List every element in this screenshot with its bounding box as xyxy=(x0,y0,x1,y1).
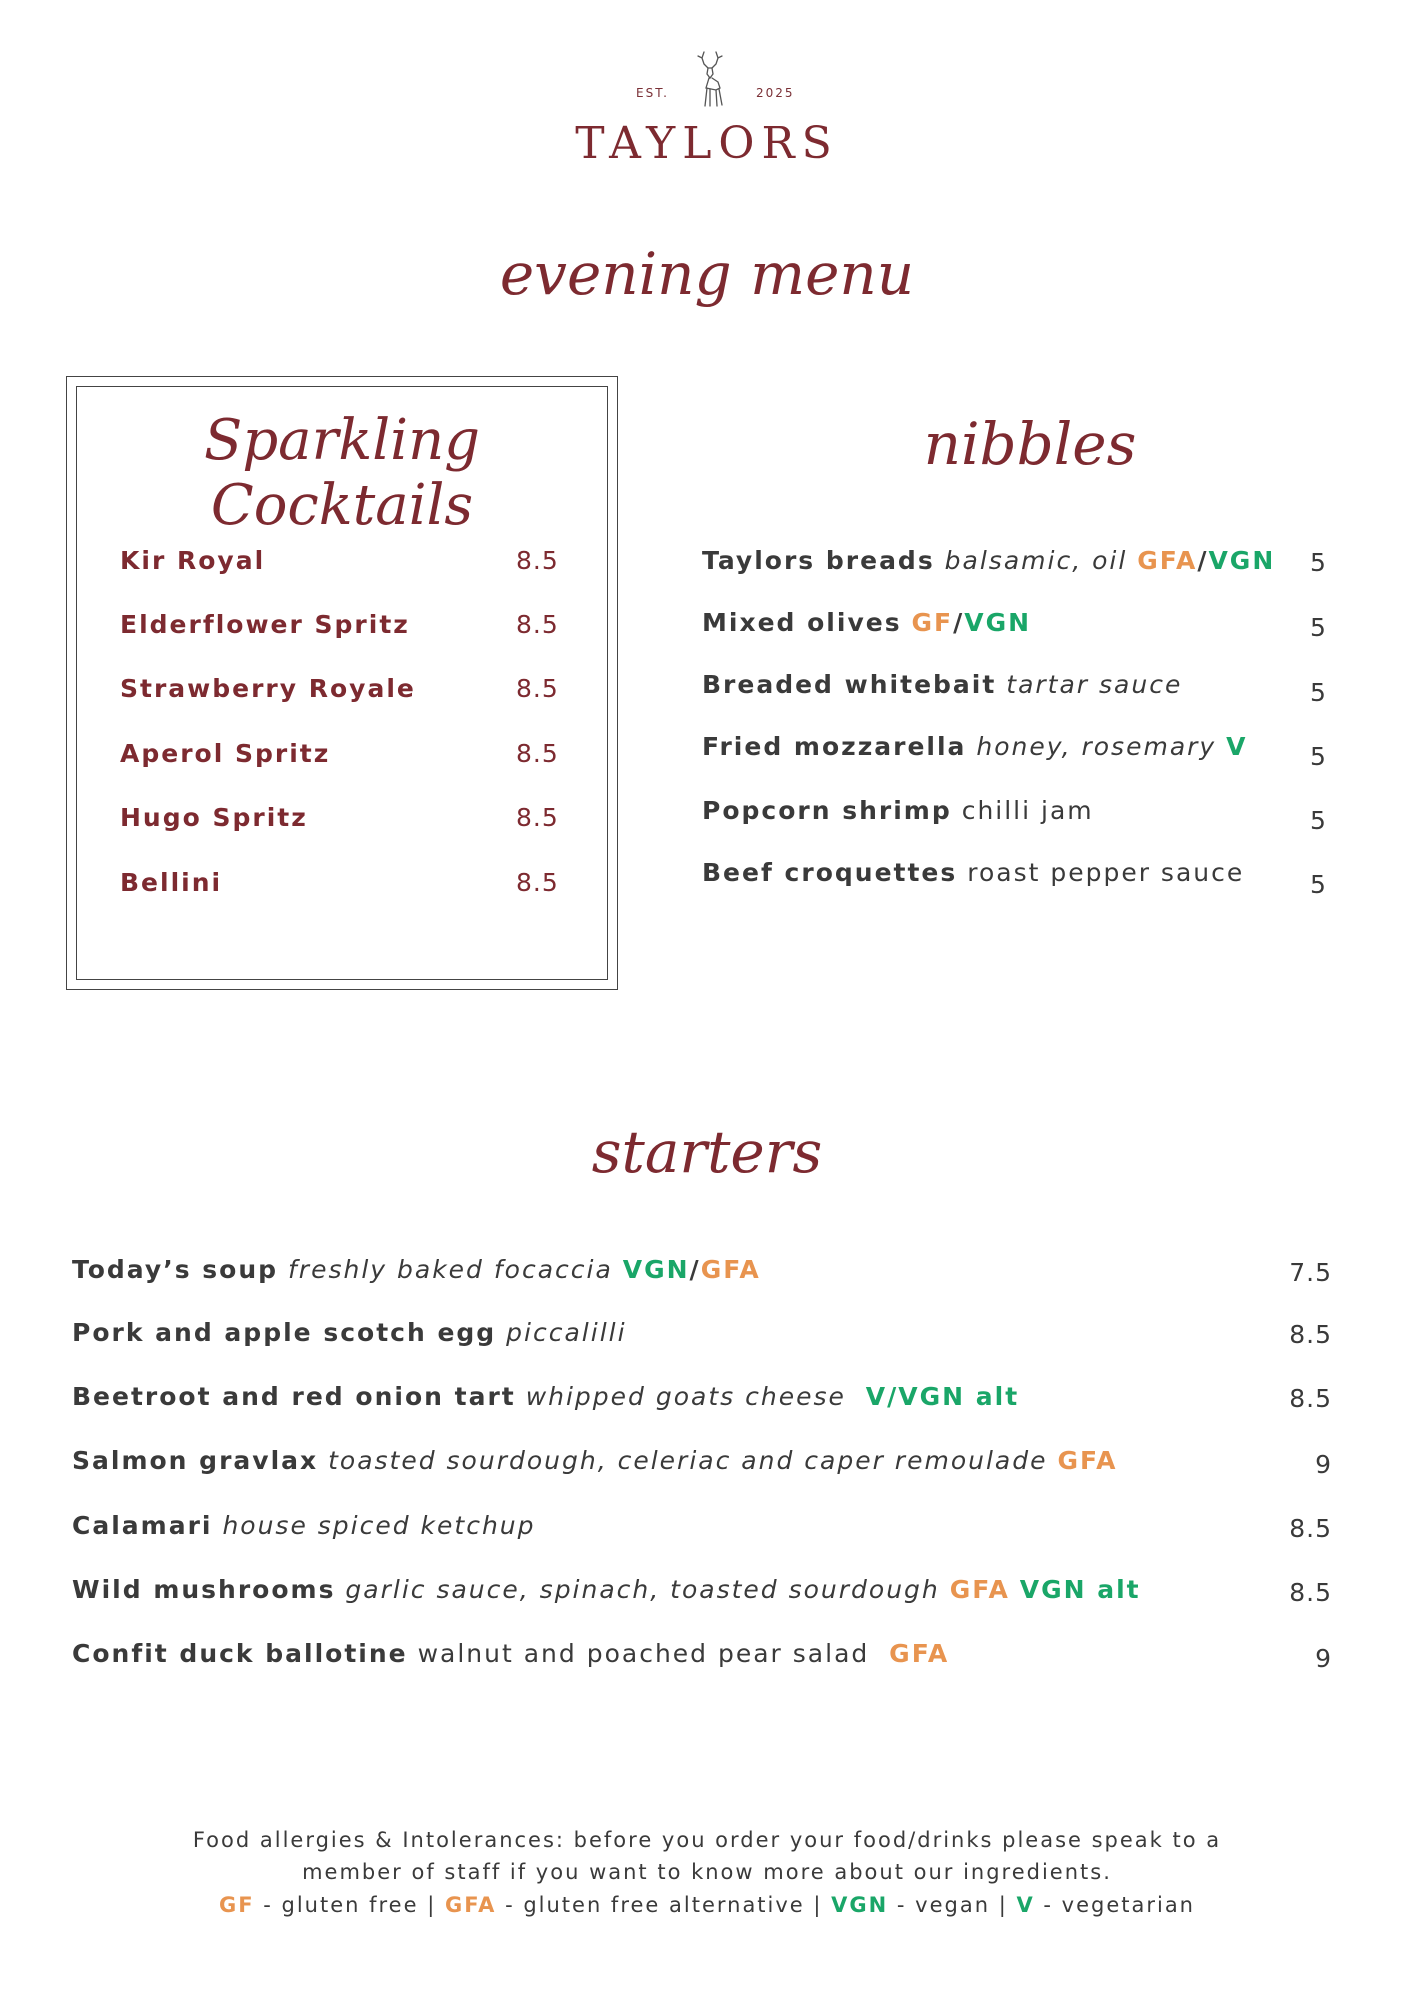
legend-gf: GF xyxy=(218,1893,255,1917)
item-price: 5 xyxy=(1310,678,1326,707)
menu-title: evening menu xyxy=(499,240,915,308)
dietary-tag: VGN xyxy=(1208,546,1276,575)
item-name: Beetroot and red onion tart xyxy=(72,1382,516,1411)
allergy-notice-line2: member of staff if you want to know more about our ingredients. xyxy=(302,1860,1112,1884)
cocktail-price: 8.5 xyxy=(516,546,559,575)
legend-gfa: GFA xyxy=(444,1893,497,1917)
item-price: 5 xyxy=(1310,742,1326,771)
item-desc: garlic sauce, spinach, toasted sourdough xyxy=(345,1575,940,1604)
dietary-tag: VGN xyxy=(964,608,1032,637)
item-desc: balsamic, oil xyxy=(944,546,1128,575)
cocktail-price: 8.5 xyxy=(516,610,559,639)
starters-item xyxy=(72,1318,627,1347)
dietary-tag: GFA xyxy=(1137,546,1198,575)
starters-item xyxy=(72,1255,761,1284)
nibbles-item xyxy=(702,608,1031,637)
legend-vgn-text: - vegan | xyxy=(888,1893,1017,1917)
legend-v-text: - vegetarian xyxy=(1034,1893,1195,1917)
nibbles-item xyxy=(702,732,1248,761)
brand-logo-text: TAYLORS xyxy=(575,118,839,169)
item-desc: freshly baked focaccia xyxy=(287,1255,613,1284)
item-price: 8.5 xyxy=(1289,1578,1332,1607)
cocktail-name: Bellini xyxy=(120,868,223,897)
dietary-tag: GFA xyxy=(889,1639,950,1668)
allergy-notice-line1: Food allergies & Intolerances: before you order your food/drinks please speak to a xyxy=(192,1828,1222,1852)
cocktail-price: 8.5 xyxy=(516,674,559,703)
starters-item xyxy=(72,1639,949,1668)
item-price: 8.5 xyxy=(1289,1384,1332,1413)
item-name: Today’s soup xyxy=(72,1255,279,1284)
starters-item xyxy=(72,1575,1141,1604)
cocktail-name: Kir Royal xyxy=(120,546,266,575)
item-price: 5 xyxy=(1310,548,1326,577)
tag-separator: / xyxy=(1197,546,1209,575)
dietary-tag: V/VGN alt xyxy=(865,1382,1020,1411)
item-price: 8.5 xyxy=(1289,1320,1332,1349)
item-desc: house spiced ketchup xyxy=(222,1511,536,1540)
tag-separator: / xyxy=(953,608,965,637)
cocktail-price: 8.5 xyxy=(516,803,559,832)
cocktail-name: Strawberry Royale xyxy=(120,674,416,703)
cocktails-title: Sparkling Cocktails xyxy=(203,408,481,538)
item-price: 9 xyxy=(1315,1450,1332,1479)
nibbles-title: nibbles xyxy=(923,410,1137,478)
cocktail-price: 8.5 xyxy=(516,868,559,897)
starters-item xyxy=(72,1382,1019,1411)
dietary-tag: GFA xyxy=(949,1575,1010,1604)
stag-icon xyxy=(686,48,734,112)
item-name: Fried mozzarella xyxy=(702,732,967,761)
item-name: Popcorn shrimp xyxy=(702,796,952,825)
cocktail-name: Hugo Spritz xyxy=(120,803,308,832)
item-desc: toasted sourdough, celeriac and caper remoulade xyxy=(328,1446,1048,1475)
cocktail-name: Aperol Spritz xyxy=(120,739,331,768)
nibbles-item xyxy=(702,858,1244,887)
legend-gfa-text: - gluten free alternative | xyxy=(496,1893,832,1917)
dietary-tag: GF xyxy=(911,608,954,637)
nibbles-item xyxy=(702,670,1182,699)
est-label: EST. xyxy=(636,86,669,100)
item-name: Wild mushrooms xyxy=(72,1575,336,1604)
item-price: 5 xyxy=(1310,806,1326,835)
item-name: Calamari xyxy=(72,1511,213,1540)
dietary-tag: VGN xyxy=(622,1255,690,1284)
item-desc: walnut and poached pear salad xyxy=(417,1639,870,1668)
legend-v: V xyxy=(1016,1893,1035,1917)
item-name: Confit duck ballotine xyxy=(72,1639,408,1668)
item-desc: tartar sauce xyxy=(1006,670,1183,699)
starters-item xyxy=(72,1511,536,1540)
item-desc: chilli jam xyxy=(961,796,1094,825)
year-label: 2025 xyxy=(756,86,795,100)
item-name: Breaded whitebait xyxy=(702,670,997,699)
item-desc: roast pepper sauce xyxy=(967,858,1245,887)
starters-item xyxy=(72,1446,1118,1475)
nibbles-item xyxy=(702,546,1275,575)
cocktail-name: Elderflower Spritz xyxy=(120,610,410,639)
dietary-tag: V xyxy=(1226,732,1248,761)
item-price: 5 xyxy=(1310,870,1326,899)
legend-vgn: VGN xyxy=(831,1893,889,1917)
item-name: Beef croquettes xyxy=(702,858,958,887)
item-desc: honey, rosemary xyxy=(976,732,1217,761)
dietary-tag: GFA xyxy=(700,1255,761,1284)
item-name: Pork and apple scotch egg xyxy=(72,1318,497,1347)
starters-title: starters xyxy=(591,1118,823,1186)
dietary-tag: VGN alt xyxy=(1019,1575,1141,1604)
legend-gf-text: - gluten free | xyxy=(254,1893,445,1917)
item-desc: piccalilli xyxy=(506,1318,627,1347)
item-price: 5 xyxy=(1310,613,1326,642)
item-price: 7.5 xyxy=(1289,1258,1332,1287)
item-price: 9 xyxy=(1315,1644,1332,1673)
dietary-tag: GFA xyxy=(1057,1446,1118,1475)
item-name: Salmon gravlax xyxy=(72,1446,319,1475)
item-price: 8.5 xyxy=(1289,1514,1332,1543)
item-desc: whipped goats cheese xyxy=(525,1382,846,1411)
item-name: Taylors breads xyxy=(702,546,935,575)
tag-separator: / xyxy=(689,1255,701,1284)
nibbles-item xyxy=(702,796,1094,825)
dietary-legend xyxy=(0,1893,1414,1917)
cocktail-price: 8.5 xyxy=(516,739,559,768)
item-name: Mixed olives xyxy=(702,608,902,637)
